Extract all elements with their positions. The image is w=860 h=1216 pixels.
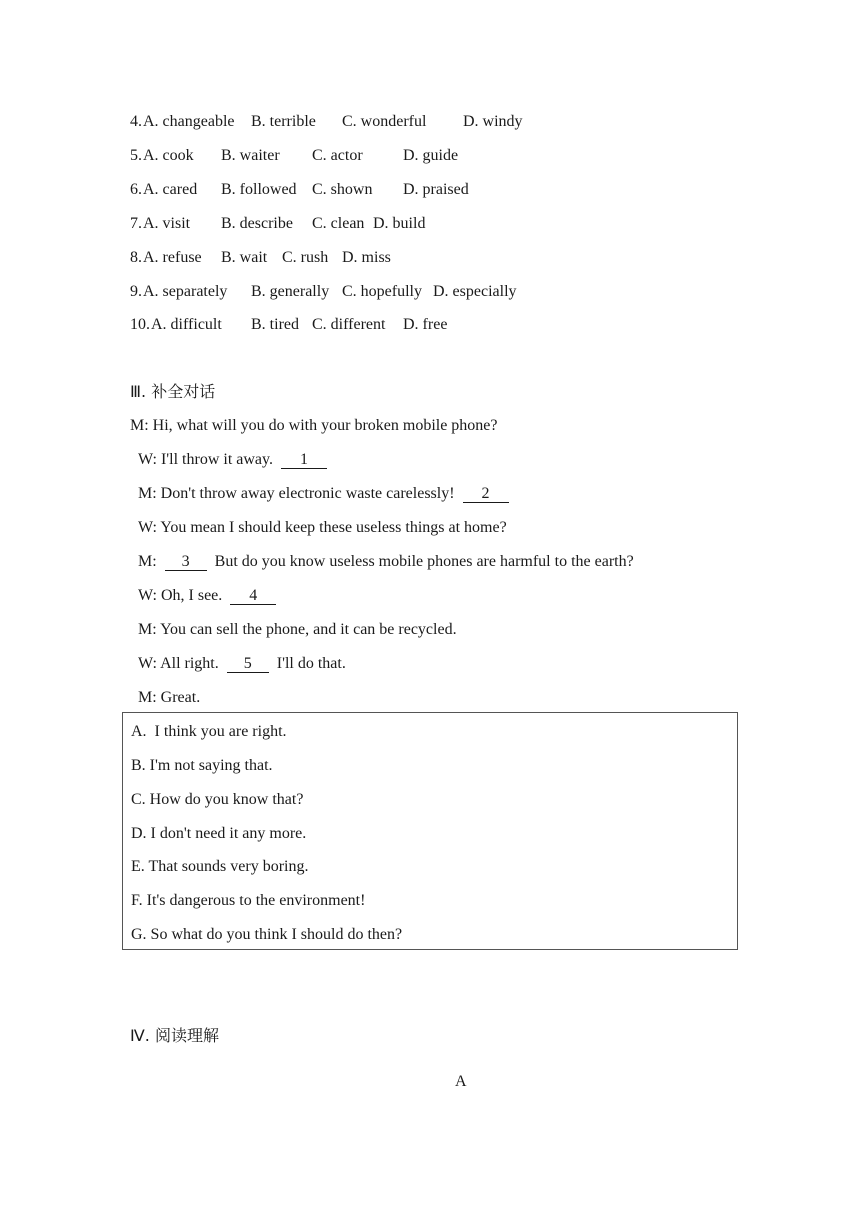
option-c: C. different [312,316,386,333]
option-d: D. free [403,316,448,333]
option-c: C. clean [312,215,365,232]
dialogue-line [138,552,634,572]
option-c: C. shown [312,181,373,198]
answer-blank[interactable]: 3 [165,553,207,571]
option-b: B. generally [251,283,330,300]
dialogue-line [138,518,507,538]
option-b: B. followed [221,181,297,198]
dialogue-option: F. It's dangerous to the environment! [131,892,366,909]
question-number: 4. [130,113,142,130]
question-number: 6. [130,181,142,198]
dialogue-line [138,654,346,674]
option-a: A. separately [143,283,228,300]
dialogue-text: M: Great. [138,689,201,706]
answer-blank[interactable]: 2 [463,485,509,503]
option-a: A. changeable [143,113,235,130]
dialogue-option: A. I think you are right. [131,723,287,740]
option-a: A. cared [143,181,198,198]
question-number: 10. [130,316,150,333]
option-c: C. actor [312,147,363,164]
section-heading-reading: Ⅳ. 阅读理解 [130,1026,219,1045]
question-number: 7. [130,215,142,232]
dialogue-text: M: Hi, what will you do with your broken mobile phone? [130,417,498,434]
option-b: B. describe [221,215,293,232]
option-b: B. tired [251,316,299,333]
dialogue-option: E. That sounds very boring. [131,858,309,875]
dialogue-line [138,620,457,640]
section-heading-dialogue: Ⅲ. 补全对话 [130,382,216,401]
dialogue-text: W: You mean I should keep these useless things at home? [138,519,507,536]
dialogue-line [138,450,327,470]
option-a: A. cook [143,147,194,164]
option-d: D. praised [403,181,469,198]
answer-blank[interactable]: 5 [227,655,269,673]
dialogue-options-box [122,712,738,950]
option-c: C. hopefully [342,283,422,300]
dialogue-text: I'll do that. [268,655,346,672]
dialogue-option: G. So what do you think I should do then? [131,926,403,943]
dialogue-option: B. I'm not saying that. [131,757,273,774]
dialogue-line [138,484,509,504]
dialogue-line [138,688,200,708]
option-d: D. guide [403,147,459,164]
option-d: D. windy [463,113,523,130]
option-a: A. difficult [151,316,222,333]
option-b: B. wait [221,249,268,266]
question-number: 9. [130,283,142,300]
dialogue-text: M: [138,553,165,570]
option-c: C. rush [282,249,329,266]
option-d: D. especially [433,283,517,300]
dialogue-line [138,586,276,606]
option-a: A. visit [143,215,191,232]
option-d: D. build [373,215,426,232]
dialogue-line [130,416,498,436]
dialogue-text: M: Don't throw away electronic waste carelessly! [138,485,463,502]
option-d: D. miss [342,249,391,266]
option-c: C. wonderful [342,113,427,130]
passage-label: A [455,1073,467,1090]
dialogue-text: W: I'll throw it away. [138,451,281,468]
question-number: 5. [130,147,142,164]
dialogue-text: M: You can sell the phone, and it can be recycled. [138,621,457,638]
answer-blank[interactable]: 1 [281,451,327,469]
option-b: B. waiter [221,147,280,164]
dialogue-text: W: All right. [138,655,227,672]
dialogue-option: C. How do you know that? [131,791,304,808]
dialogue-text: But do you know useless mobile phones are harmful to the earth? [206,553,634,570]
dialogue-text: W: Oh, I see. [138,587,231,604]
answer-blank[interactable]: 4 [230,587,276,605]
question-number: 8. [130,249,142,266]
dialogue-option: D. I don't need it any more. [131,825,307,842]
option-b: B. terrible [251,113,316,130]
option-a: A. refuse [143,249,202,266]
